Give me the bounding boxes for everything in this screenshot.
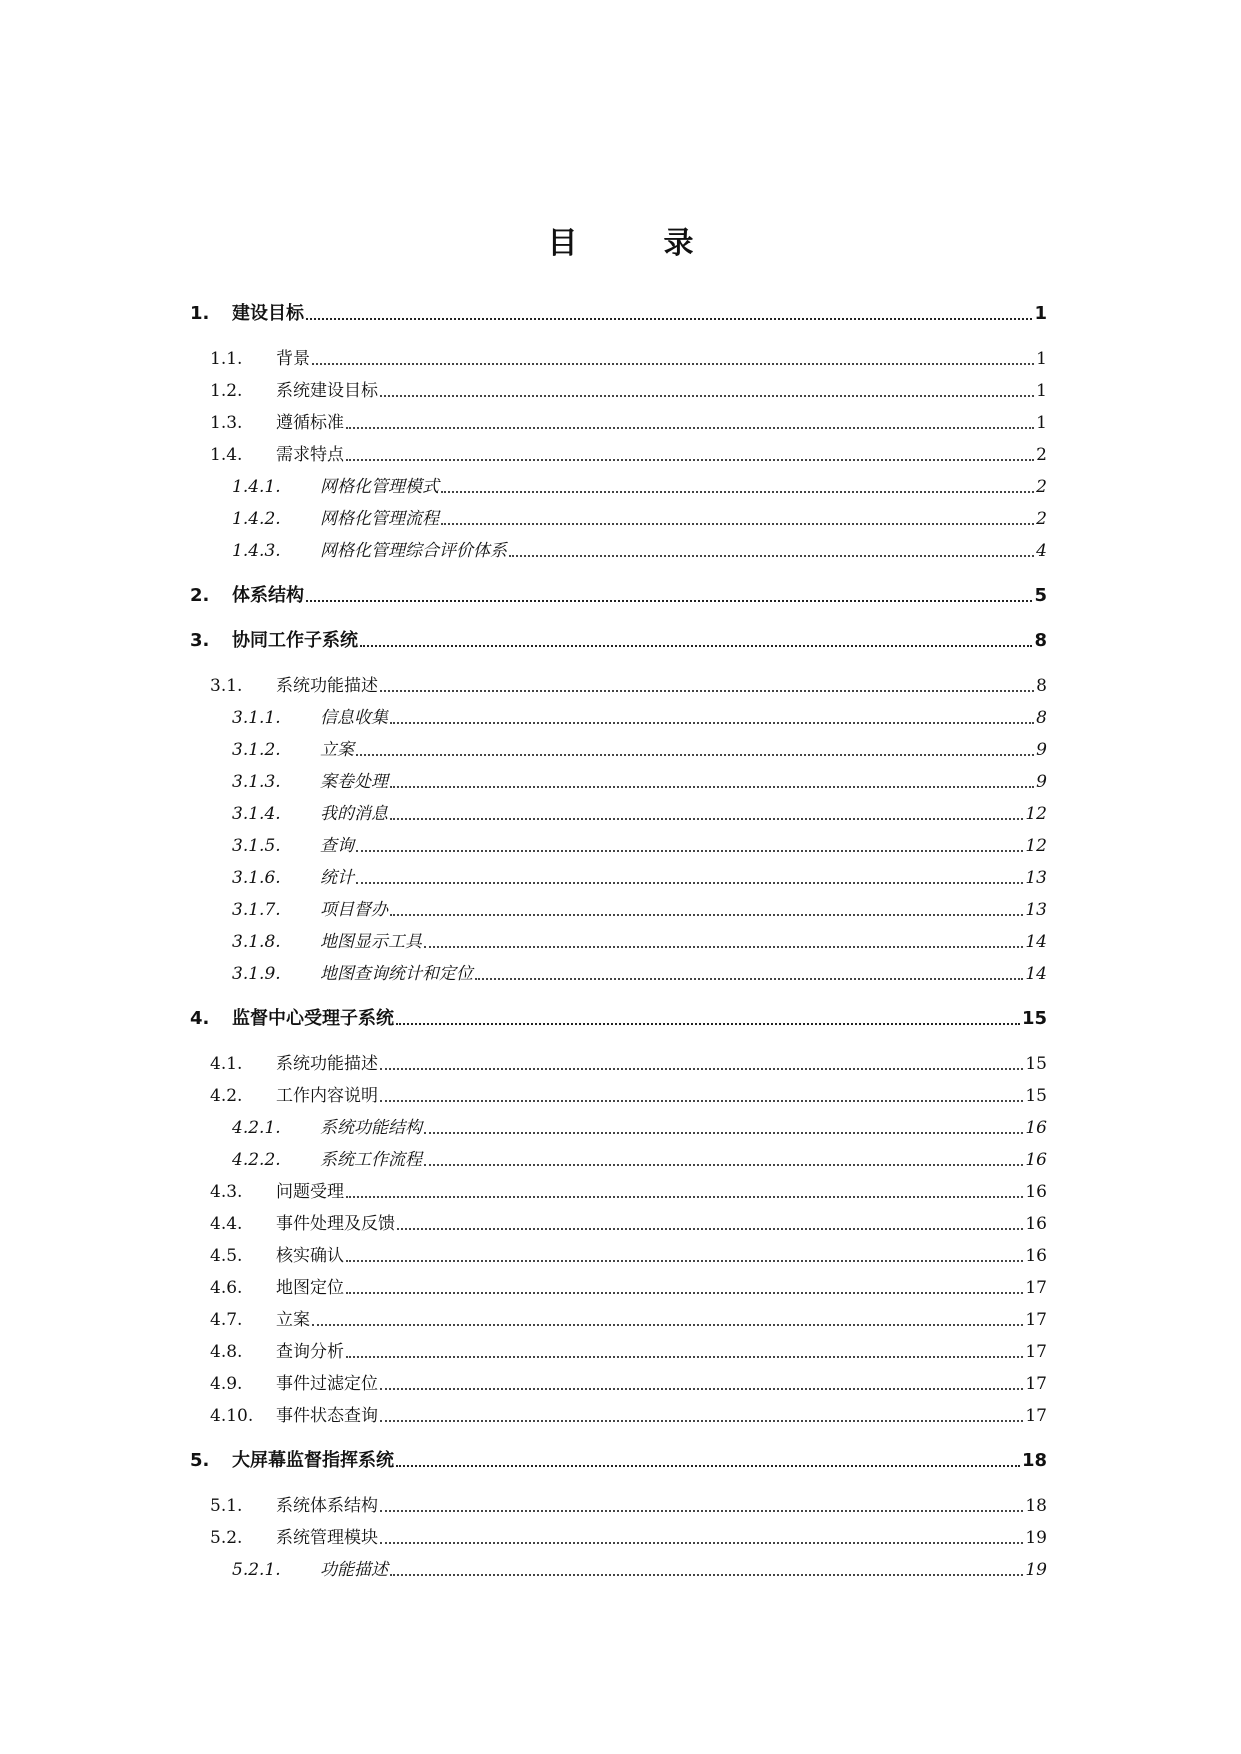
toc-entry-level3[interactable] <box>0 700 1047 730</box>
toc-entry-page-number: 15 <box>1025 1054 1047 1074</box>
toc-entry-label: 功能描述 <box>320 1560 388 1580</box>
toc-entry-page-number: 16 <box>1025 1246 1047 1266</box>
toc-entry-label: 我的消息 <box>320 804 388 824</box>
toc-entry-page-number: 12 <box>1025 836 1047 856</box>
toc-entry-level2[interactable] <box>0 373 1047 403</box>
toc-entry-page-number: 16 <box>1025 1118 1047 1138</box>
toc-entry-number: 5.2.1. <box>232 1560 281 1580</box>
toc-entry-label: 地图显示工具 <box>320 932 422 952</box>
dot-leader <box>380 1099 1023 1102</box>
dot-leader <box>360 644 1032 647</box>
toc-entry-page-number: 19 <box>1025 1528 1047 1548</box>
toc-entry-page-number: 16 <box>1025 1214 1047 1234</box>
toc-entry-number: 3.1.9. <box>232 964 281 984</box>
dot-leader <box>380 689 1034 692</box>
toc-entry-number: 3. <box>190 630 210 651</box>
dot-leader <box>356 753 1034 756</box>
toc-entry-label: 系统体系结构 <box>276 1496 378 1516</box>
dot-leader <box>475 977 1023 980</box>
toc-entry-level3[interactable] <box>0 796 1047 826</box>
toc-entry-page-number: 1 <box>1034 303 1047 324</box>
toc-entry-label: 问题受理 <box>276 1182 344 1202</box>
toc-entry-number: 3.1.1. <box>232 708 281 728</box>
toc-entry-page-number: 15 <box>1025 1086 1047 1106</box>
toc-entry-page-number: 17 <box>1025 1310 1047 1330</box>
toc-entry-page-number: 5 <box>1034 585 1047 606</box>
toc-entry-level2[interactable] <box>0 1078 1047 1108</box>
toc-entry-level3[interactable] <box>0 924 1047 954</box>
toc-entry-level1[interactable] <box>0 296 1047 326</box>
toc-entry-label: 系统功能结构 <box>320 1118 422 1138</box>
dot-leader <box>312 362 1034 365</box>
toc-entry-level3[interactable] <box>0 1552 1047 1582</box>
toc-entry-number: 1. <box>190 303 210 324</box>
toc-entry-label: 工作内容说明 <box>276 1086 378 1106</box>
toc-entry-label: 统计 <box>320 868 354 888</box>
toc-entry-number: 1.3. <box>210 413 243 433</box>
toc-entry-page-number: 1 <box>1036 413 1047 433</box>
toc-entry-label: 需求特点 <box>276 445 344 465</box>
toc-entry-label: 事件过滤定位 <box>276 1374 378 1394</box>
toc-entry-level3[interactable] <box>0 1110 1047 1140</box>
toc-entry-label: 系统功能描述 <box>276 676 378 696</box>
toc-entry-page-number: 17 <box>1025 1278 1047 1298</box>
dot-leader <box>346 426 1034 429</box>
toc-entry-label: 事件状态查询 <box>276 1406 378 1426</box>
toc-entry-level2[interactable] <box>0 1366 1047 1396</box>
toc-entry-label: 遵循标准 <box>276 413 344 433</box>
toc-entry-level2[interactable] <box>0 1334 1047 1364</box>
toc-entry-level2[interactable] <box>0 405 1047 435</box>
toc-entry-page-number: 16 <box>1025 1150 1047 1170</box>
toc-entry-label: 地图定位 <box>276 1278 344 1298</box>
toc-entry-level2[interactable] <box>0 1046 1047 1076</box>
dot-leader <box>380 1067 1023 1070</box>
toc-entry-level3[interactable] <box>0 533 1047 563</box>
toc-entry-label: 协同工作子系统 <box>232 630 358 651</box>
dot-leader <box>441 490 1034 493</box>
toc-entry-level1[interactable] <box>0 1001 1047 1031</box>
dot-leader <box>380 394 1034 397</box>
toc-entry-label: 建设目标 <box>232 303 304 324</box>
toc-entry-level3[interactable] <box>0 892 1047 922</box>
dot-leader <box>312 1323 1023 1326</box>
dot-leader <box>306 599 1032 602</box>
toc-entry-page-number: 8 <box>1036 676 1047 696</box>
toc-entry-number: 4.2.2. <box>232 1150 281 1170</box>
dot-leader <box>396 1022 1020 1025</box>
toc-entry-level3[interactable] <box>0 732 1047 762</box>
toc-entry-number: 5.1. <box>210 1496 243 1516</box>
toc-entry-number: 1.4.3. <box>232 541 281 561</box>
toc-entry-label: 核实确认 <box>276 1246 344 1266</box>
toc-entry-level2[interactable] <box>0 341 1047 371</box>
toc-entry-number: 4. <box>190 1008 210 1029</box>
toc-entry-level2[interactable] <box>0 1270 1047 1300</box>
toc-entry-number: 3.1.5. <box>232 836 281 856</box>
toc-entry-page-number: 17 <box>1025 1406 1047 1426</box>
toc-entry-page-number: 16 <box>1025 1182 1047 1202</box>
toc-entry-label: 系统工作流程 <box>320 1150 422 1170</box>
dot-leader <box>390 785 1034 788</box>
toc-entry-page-number: 13 <box>1025 868 1047 888</box>
toc-entry-page-number: 19 <box>1025 1560 1047 1580</box>
toc-entry-number: 4.10. <box>210 1406 254 1426</box>
toc-entry-label: 系统功能描述 <box>276 1054 378 1074</box>
dot-leader <box>346 1291 1023 1294</box>
toc-entry-page-number: 8 <box>1036 708 1047 728</box>
toc-entry-page-number: 17 <box>1025 1342 1047 1362</box>
toc-entry-level1[interactable] <box>0 1443 1047 1473</box>
toc-entry-label: 立案 <box>276 1310 310 1330</box>
toc-entry-page-number: 12 <box>1025 804 1047 824</box>
toc-entry-number: 4.3. <box>210 1182 243 1202</box>
dot-leader <box>390 721 1034 724</box>
dot-leader <box>509 554 1034 557</box>
toc-entry-number: 4.4. <box>210 1214 243 1234</box>
toc-entry-number: 4.9. <box>210 1374 243 1394</box>
toc-entry-label: 系统管理模块 <box>276 1528 378 1548</box>
toc-entry-number: 1.4.2. <box>232 509 281 529</box>
toc-entry-page-number: 9 <box>1036 772 1047 792</box>
toc-entry-label: 网格化管理模式 <box>320 477 439 497</box>
toc-entry-number: 3.1.4. <box>232 804 281 824</box>
toc-entry-page-number: 18 <box>1021 1450 1047 1471</box>
toc-entry-number: 1.2. <box>210 381 243 401</box>
toc-entry-label: 查询 <box>320 836 354 856</box>
toc-entry-number: 3.1.2. <box>232 740 281 760</box>
dot-leader <box>356 881 1023 884</box>
toc-entry-label: 系统建设目标 <box>276 381 378 401</box>
toc-entry-level2[interactable] <box>0 437 1047 467</box>
dot-leader <box>380 1541 1023 1544</box>
toc-entry-level3[interactable] <box>0 1142 1047 1172</box>
toc-entry-level2[interactable] <box>0 1206 1047 1236</box>
toc-entry-label: 网格化管理综合评价体系 <box>320 541 507 561</box>
toc-entry-page-number: 9 <box>1036 740 1047 760</box>
toc-entry-page-number: 18 <box>1025 1496 1047 1516</box>
dot-leader <box>346 1355 1023 1358</box>
toc-entry-number: 1.4. <box>210 445 243 465</box>
toc-entry-level2[interactable] <box>0 1520 1047 1550</box>
toc-entry-number: 3.1. <box>210 676 243 696</box>
dot-leader <box>380 1387 1023 1390</box>
dot-leader <box>396 1464 1020 1467</box>
toc-entry-level2[interactable] <box>0 668 1047 698</box>
toc-entry-number: 3.1.6. <box>232 868 281 888</box>
toc-entry-label: 立案 <box>320 740 354 760</box>
dot-leader <box>390 817 1023 820</box>
toc-entry-number: 5. <box>190 1450 210 1471</box>
toc-entry-number: 1.1. <box>210 349 243 369</box>
toc-entry-label: 监督中心受理子系统 <box>232 1008 394 1029</box>
dot-leader <box>424 945 1023 948</box>
dot-leader <box>424 1163 1023 1166</box>
dot-leader <box>380 1509 1023 1512</box>
toc-entry-label: 查询分析 <box>276 1342 344 1362</box>
toc-entry-page-number: 4 <box>1036 541 1047 561</box>
toc-entry-level2[interactable] <box>0 1174 1047 1204</box>
toc-entry-label: 事件处理及反馈 <box>276 1214 395 1234</box>
toc-entry-level3[interactable] <box>0 764 1047 794</box>
dot-leader <box>441 522 1034 525</box>
dot-leader <box>380 1419 1023 1422</box>
toc-entry-page-number: 14 <box>1025 964 1047 984</box>
toc-entry-level1[interactable] <box>0 623 1047 653</box>
dot-leader <box>346 1195 1023 1198</box>
toc-entry-level2[interactable] <box>0 1488 1047 1518</box>
toc-entry-page-number: 2 <box>1036 509 1047 529</box>
toc-entry-label: 体系结构 <box>232 585 304 606</box>
toc-entry-page-number: 14 <box>1025 932 1047 952</box>
toc-entry-level2[interactable] <box>0 1238 1047 1268</box>
toc-entry-level2[interactable] <box>0 1302 1047 1332</box>
toc-entry-label: 背景 <box>276 349 310 369</box>
toc-entry-number: 3.1.3. <box>232 772 281 792</box>
toc-entry-level1[interactable] <box>0 578 1047 608</box>
toc-entry-label: 信息收集 <box>320 708 388 728</box>
toc-entry-page-number: 1 <box>1036 349 1047 369</box>
dot-leader <box>346 1259 1023 1262</box>
toc-entry-number: 4.2.1. <box>232 1118 281 1138</box>
dot-leader <box>390 913 1023 916</box>
toc-entry-label: 项目督办 <box>320 900 388 920</box>
toc-entry-level2[interactable] <box>0 1398 1047 1428</box>
toc-entry-label: 网格化管理流程 <box>320 509 439 529</box>
toc-entry-page-number: 13 <box>1025 900 1047 920</box>
toc-entry-number: 3.1.8. <box>232 932 281 952</box>
toc-entry-number: 2. <box>190 585 210 606</box>
toc-entry-level3[interactable] <box>0 956 1047 986</box>
toc-entry-page-number: 17 <box>1025 1374 1047 1394</box>
toc-entry-number: 4.6. <box>210 1278 243 1298</box>
dot-leader <box>346 458 1034 461</box>
toc-entry-level3[interactable] <box>0 828 1047 858</box>
dot-leader <box>397 1227 1023 1230</box>
toc-entry-number: 4.5. <box>210 1246 243 1266</box>
toc-entry-number: 4.2. <box>210 1086 243 1106</box>
toc-entry-level3[interactable] <box>0 469 1047 499</box>
dot-leader <box>424 1131 1023 1134</box>
toc-entry-number: 3.1.7. <box>232 900 281 920</box>
dot-leader <box>356 849 1023 852</box>
toc-entry-label: 大屏幕监督指挥系统 <box>232 1450 394 1471</box>
toc-entry-number: 1.4.1. <box>232 477 281 497</box>
toc-entry-label: 地图查询统计和定位 <box>320 964 473 984</box>
toc-entry-number: 4.1. <box>210 1054 243 1074</box>
toc-entry-page-number: 15 <box>1021 1008 1047 1029</box>
toc-entry-page-number: 2 <box>1036 477 1047 497</box>
toc-title: 目 录 <box>547 226 722 261</box>
toc-entry-number: 5.2. <box>210 1528 243 1548</box>
toc-entry-page-number: 8 <box>1034 630 1047 651</box>
toc-entry-level3[interactable] <box>0 860 1047 890</box>
toc-entry-level3[interactable] <box>0 501 1047 531</box>
toc-entry-number: 4.7. <box>210 1310 243 1330</box>
dot-leader <box>390 1573 1023 1576</box>
toc-entry-page-number: 2 <box>1036 445 1047 465</box>
toc-entry-page-number: 1 <box>1036 381 1047 401</box>
dot-leader <box>306 317 1032 320</box>
toc-entry-label: 案卷处理 <box>320 772 388 792</box>
toc-entry-number: 4.8. <box>210 1342 243 1362</box>
